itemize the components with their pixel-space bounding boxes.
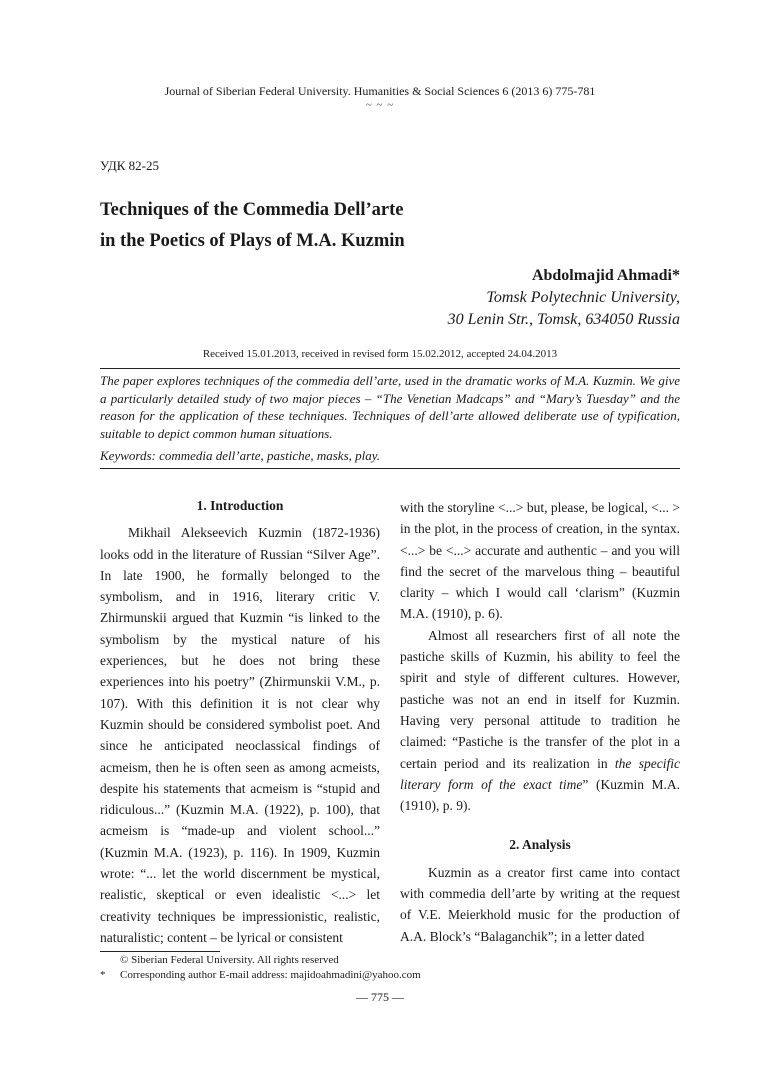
abstract-top-rule [100, 368, 680, 369]
intro-p2-text-a: Almost all researchers first of all note the pastiche skills of Kuzmin, his ability to feel the spirit and style of different cultures. However, pastiche was not an end in itself for Kuzmin. Having very personal attitude to tradition he claimed: “Pastiche is the transfer of the plot in a certain period and its realization in [400, 627, 680, 771]
abstract: The paper explores techniques of the commedia dell’arte, used in the dramatic works of M.A. Kuzmin. We give a particularly detailed study of two major pieces – “The Venetian Madcaps” and “Mary’s Tuesday” and the reason for the application of these techniques. Techniques of dell’arte allowed deliberate use of typification, suitable to depict common human situations. [100, 373, 680, 442]
copyright-footnote: © Siberian Federal University. All rights reserved [120, 954, 339, 966]
corresponding-email: Corresponding author E-mail address: majidoahmadini@yahoo.com [120, 969, 421, 981]
author-block [448, 265, 680, 331]
intro-paragraph-1: Mikhail Alekseevich Kuzmin (1872-1936) looks odd in the literature of Russian “Silver Age”. In late 1900, he formally belonged to the symbolism, and in 1916, literary critic V. Zhirmunskii argued that Kuzmin “is linked to the symbolism by the mystical nature of his experiences, but he does not bring these experiences into his poetry” (Zhirmunskii V.M., p. 107). With this definition it is not clear why Kuzmin should be considered symbolist poet. And since he anticipated neoclassical findings of acmeism, then he is often seen as among acmeists, despite his statements that acmeism is “stupid and ridiculous...” (Kuzmin M.A. (1922), p. 100), that acmeism is “made-up and violent school...” (Kuzmin M.A. (1923), p. 116). In 1909, Kuzmin wrote: “... let the world discernment be mystical, realistic, skeptical or even idealistic <...> let creativity techniques be impressionistic, realistic, naturalistic; content – be lyrical or consistent [100, 525, 380, 945]
analysis-paragraph-1: Kuzmin as a creator first came into contact with commedia dell’arte by writing at the request of V.E. Meierkhold music for the production of A.A. Block’s “Balaganchik”; in a letter dated [400, 864, 680, 944]
author-affiliation-1: Tomsk Polytechnic University, [486, 289, 680, 306]
header-ornament: ~ ~ ~ [365, 99, 395, 111]
analysis-heading: 2. Analysis [509, 837, 571, 853]
keywords: Keywords: commedia dell’arte, pastiche, masks, play. [100, 448, 381, 463]
right-column [400, 497, 680, 947]
intro-paragraph-2 [400, 625, 680, 817]
page-number: — 775 — [356, 990, 404, 1004]
journal-header: Journal of Siberian Federal University. Humanities & Social Sciences 6 (2013 6) 775-781 [164, 84, 596, 98]
intro-p2-italic: the specific literary form of the exact time [400, 755, 680, 792]
footnote-marker: * [100, 969, 106, 981]
author-affiliation-2: 30 Lenin Str., Tomsk, 634050 Russia [447, 311, 680, 328]
title-line-2: in the Poetics of Plays of M.A. Kuzmin [100, 231, 405, 251]
corresponding-footnote [100, 969, 421, 981]
introduction-heading: 1. Introduction [196, 498, 284, 513]
left-column [100, 495, 380, 948]
abstract-bottom-rule [100, 468, 680, 469]
received-dates: Received 15.01.2013, received in revised form 15.02.2012, accepted 24.04.2013 [202, 348, 558, 360]
footnote-rule [100, 951, 220, 952]
intro-paragraph-1-continued: with the storyline <...> but, please, be logical, <... > in the plot, in the process of creation, in the syntax. <...> be <...> accurate and authentic – and you will find the secret of the marvelous thing – beautiful clarity – which I would call ‘clarism” (Kuzmin M.A. (1910), p. 6). [400, 500, 680, 622]
intro-p2-text-b: ” (Kuzmin M.A. (1910), p. 9). [400, 776, 680, 814]
udk-code: УДК 82-25 [100, 158, 160, 173]
author-name: Abdolmajid Ahmadi* [531, 267, 680, 284]
paper-title [100, 195, 405, 257]
title-line-1: Techniques of the Commedia Dell’arte [100, 200, 404, 220]
